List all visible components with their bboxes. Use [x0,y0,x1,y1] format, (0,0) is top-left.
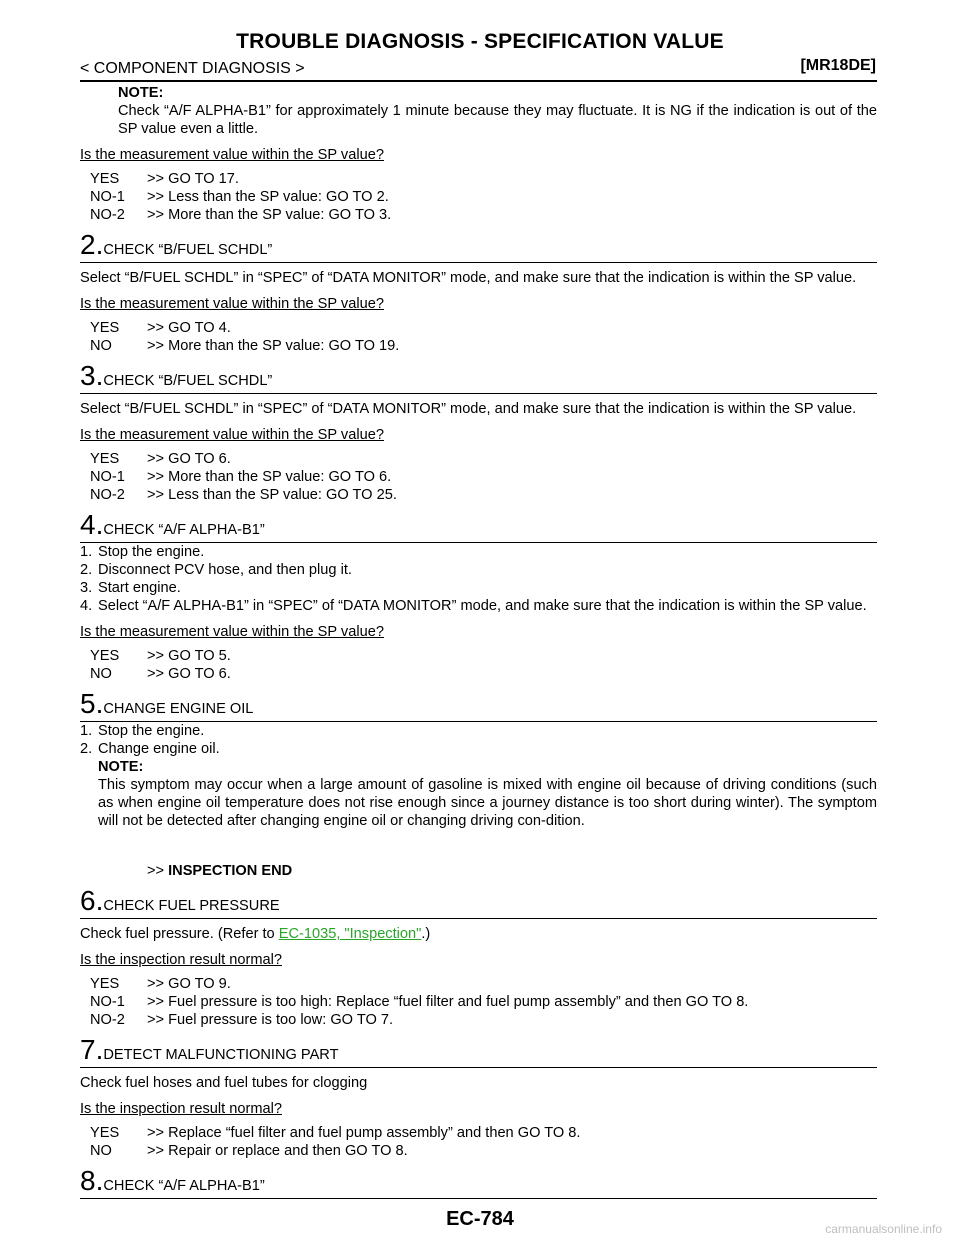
option-list [80,450,877,504]
end-text: INSPECTION END [168,863,293,879]
step-heading [80,886,877,919]
option-row [80,188,877,206]
step-number: 6. [80,885,104,916]
option-key: NO-1 [90,994,125,1010]
option-text: >> Repair or replace and then GO TO 8. [147,1143,408,1159]
step-title: DETECT MALFUNCTIONING PART [103,1047,339,1063]
item-text: Change engine oil. [98,741,220,757]
option-text: >> Less than the SP value: GO TO 25. [147,487,397,503]
option-list [80,647,877,683]
watermark: carmanualsonline.info [825,1222,942,1236]
option-text: >> Fuel pressure is too high: Replace “fuel filter and fuel pump assembly” and then GO TO 8. [147,994,749,1010]
end-prefix: >> [147,863,165,879]
item-number: 1. [80,544,93,560]
option-row [80,647,877,665]
list-item [80,597,877,615]
option-row [80,1142,877,1160]
list-item [80,579,877,597]
step-title: CHECK FUEL PRESSURE [103,898,280,914]
step-title: CHECK “B/FUEL SCHDL” [103,373,273,389]
note-text: This symptom may occur when a large amount of gasoline is mixed with engine oil because of driving conditions (such as when engine oil temperature does not rise enough since a journey distance is too short during winter). The symptom will not be detected after changing engine oil or changing driving con-dition. [98,777,877,829]
option-key: NO [90,1143,112,1159]
option-key: NO-1 [90,189,125,205]
intro-note [80,84,877,138]
option-text: >> More than the SP value: GO TO 3. [147,207,392,223]
option-list [80,1124,877,1160]
step5-note [80,758,877,830]
option-key: YES [90,451,120,467]
item-text: Select “A/F ALPHA-B1” in “SPEC” of “DATA MONITOR” mode, and make sure that the indication is within the SP value. [98,598,867,614]
option-row [80,486,877,504]
procedure-list [80,722,877,758]
option-text: >> More than the SP value: GO TO 19. [147,338,400,354]
option-key: NO-2 [90,1012,125,1028]
question: Is the inspection result normal? [80,952,282,968]
list-item [80,561,877,579]
option-list [80,170,877,224]
option-key: NO-1 [90,469,125,485]
reference-link[interactable]: EC-1035, "Inspection" [278,926,422,942]
list-item [80,740,877,758]
item-number: 4. [80,598,93,614]
option-text: >> GO TO 6. [147,666,231,682]
question: Is the measurement value within the SP value? [80,624,384,640]
item-number: 2. [80,741,93,757]
question: Is the inspection result normal? [80,1101,282,1117]
option-row [80,206,877,224]
option-row [80,468,877,486]
question: Is the measurement value within the SP value? [80,427,384,443]
option-text: >> GO TO 4. [147,320,231,336]
step-heading [80,361,877,394]
option-text: >> GO TO 6. [147,451,231,467]
section-label: < COMPONENT DIAGNOSIS > [80,60,305,77]
step-heading [80,230,877,263]
list-item [80,722,877,740]
option-row [80,1011,877,1029]
option-text: >> Less than the SP value: GO TO 2. [147,189,389,205]
option-row [80,319,877,337]
option-key: NO [90,338,112,354]
procedure-list [80,543,877,615]
note-label: NOTE: [98,759,144,775]
option-key: YES [90,648,120,664]
option-key: YES [90,1125,120,1141]
step-body: Select “B/FUEL SCHDL” in “SPEC” of “DATA MONITOR” mode, and make sure that the indication is within the SP value. [80,401,857,417]
option-list [80,319,877,355]
header-divider [80,80,877,82]
option-row [80,170,877,188]
step-heading [80,510,877,543]
page-number: EC-784 [446,1208,514,1230]
body-text-pre: Check fuel pressure. (Refer to [80,926,279,942]
item-text: Stop the engine. [98,723,205,739]
step-number: 8. [80,1165,104,1196]
option-text: >> GO TO 9. [147,976,231,992]
engine-label: [MR18DE] [800,57,876,74]
item-text: Disconnect PCV hose, and then plug it. [98,562,352,578]
item-text: Start engine. [98,580,181,596]
option-key: NO-2 [90,207,125,223]
option-row [80,993,877,1011]
step-heading [80,1035,877,1068]
step-body [80,925,877,943]
step-number: 7. [80,1034,104,1065]
option-key: YES [90,976,120,992]
list-item [80,543,877,561]
step-number: 5. [80,688,104,719]
page-content [80,84,877,1199]
step-title: CHECK “A/F ALPHA-B1” [103,1178,265,1194]
option-text: >> GO TO 5. [147,648,231,664]
step-heading [80,689,877,722]
page-title: TROUBLE DIAGNOSIS - SPECIFICATION VALUE [236,30,724,53]
step-title: CHANGE ENGINE OIL [103,701,254,717]
question: Is the measurement value within the SP value? [80,296,384,312]
step-number: 4. [80,509,104,540]
option-key: NO [90,666,112,682]
option-key: YES [90,171,120,187]
step-body: Select “B/FUEL SCHDL” in “SPEC” of “DATA MONITOR” mode, and make sure that the indication is within the SP value. [80,270,857,286]
item-number: 3. [80,580,93,596]
option-text: >> Replace “fuel filter and fuel pump assembly” and then GO TO 8. [147,1125,581,1141]
step-body: Check fuel hoses and fuel tubes for clogging [80,1075,368,1091]
option-row [80,975,877,993]
question: Is the measurement value within the SP value? [80,147,384,163]
item-text: Stop the engine. [98,544,205,560]
body-text-post: .) [421,926,431,942]
step-number: 2. [80,229,104,260]
step-number: 3. [80,360,104,391]
item-number: 2. [80,562,93,578]
option-text: >> More than the SP value: GO TO 6. [147,469,392,485]
step-heading [80,1166,877,1199]
option-row [80,1124,877,1142]
option-text: >> Fuel pressure is too low: GO TO 7. [147,1012,394,1028]
option-row [80,337,877,355]
option-text: >> GO TO 17. [147,171,239,187]
option-row [80,450,877,468]
inspection-end [80,862,877,880]
step-title: CHECK “B/FUEL SCHDL” [103,242,273,258]
option-key: YES [90,320,120,336]
note-label: NOTE: [118,85,164,101]
option-key: NO-2 [90,487,125,503]
note-text: Check “A/F ALPHA-B1” for approximately 1 minute because they may fluctuate. It is NG if the indication is out of the SP value even a little. [118,103,877,137]
option-row [80,665,877,683]
item-number: 1. [80,723,93,739]
option-list [80,975,877,1029]
step-title: CHECK “A/F ALPHA-B1” [103,522,265,538]
